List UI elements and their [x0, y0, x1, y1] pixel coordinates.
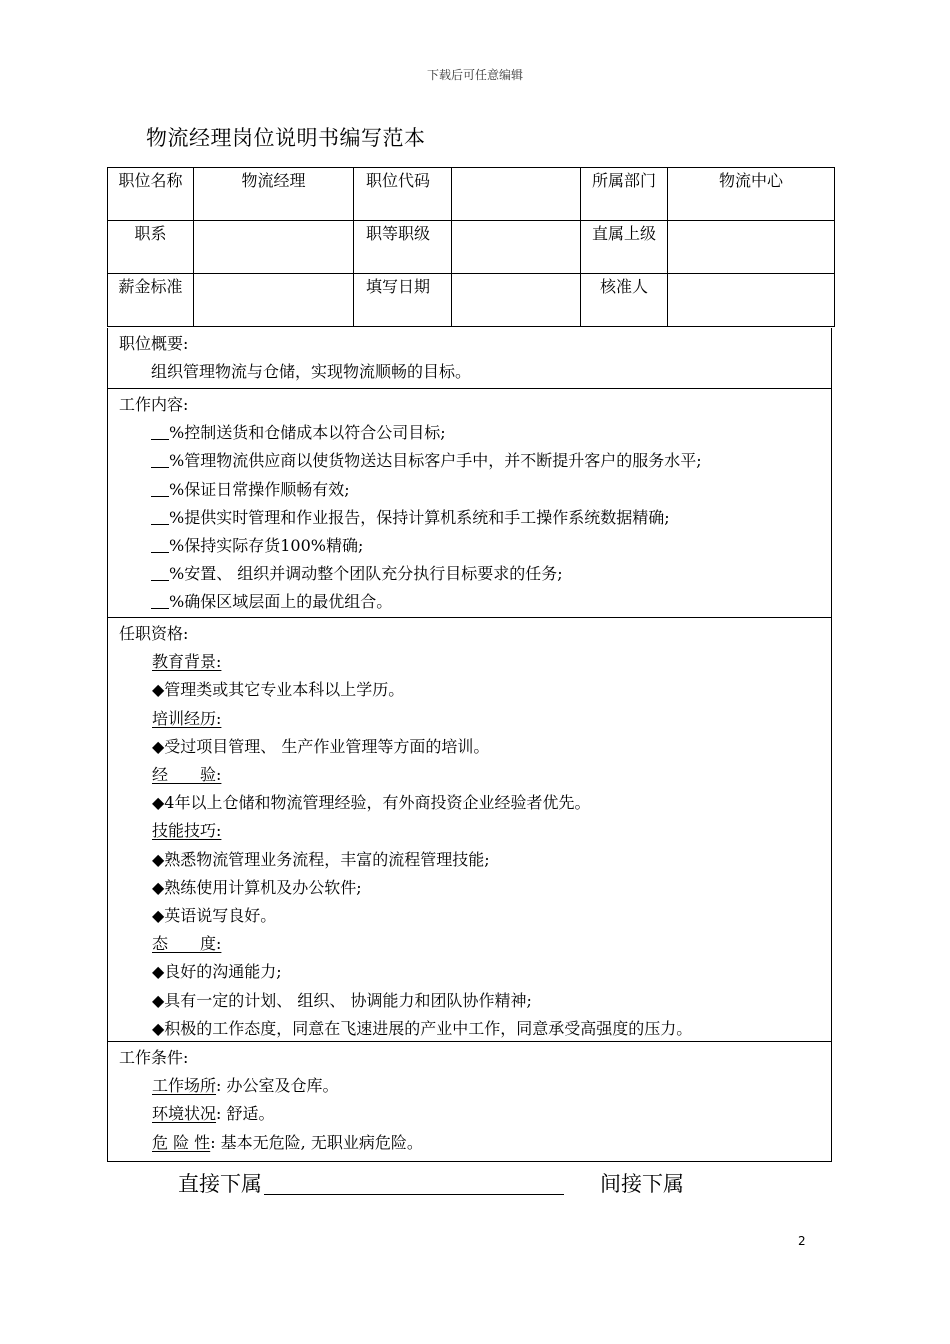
- environment-label: 环境状况: [152, 1104, 217, 1124]
- value-position-name: 物流经理: [194, 168, 354, 221]
- attitude-label: 态 度:: [152, 934, 222, 954]
- list-item: ◆受过项目管理、 生产作业管理等方面的培训。: [152, 736, 490, 756]
- direct-subordinates-blank: [264, 1172, 564, 1195]
- environment-value: : 舒适。: [216, 1104, 275, 1124]
- list-item: %保证日常操作顺畅有效;: [108, 476, 831, 504]
- list-item: %确保区域层面上的最优组合。: [108, 588, 831, 616]
- document-title: 物流经理岗位说明书编写范本: [146, 126, 426, 150]
- list-item: ◆熟悉物流管理业务流程，丰富的流程管理技能;: [152, 849, 490, 869]
- skills-label: 技能技巧:: [152, 821, 222, 841]
- list-item: ◆熟练使用计算机及办公软件;: [152, 877, 362, 897]
- education-label: 教育背景:: [152, 652, 222, 672]
- list-item: %管理物流供应商以使货物送达目标客户手中，并不断提升客户的服务水平;: [108, 447, 831, 475]
- value-job-family: [194, 221, 354, 274]
- hazard-value: : 基本无危险, 无职业病危险。: [210, 1132, 423, 1152]
- workplace-value: : 办公室及仓库。: [216, 1076, 339, 1096]
- summary-heading: 职位概要:: [119, 334, 189, 353]
- experience-label: 经 验:: [152, 765, 222, 785]
- workplace-label: 工作场所: [152, 1076, 217, 1096]
- label-position-code: 职位代码: [354, 168, 452, 221]
- table-row: [108, 168, 835, 221]
- qualifications-section: [107, 618, 832, 1042]
- label-approver: 核准人: [581, 274, 668, 327]
- value-salary-standard: [194, 274, 354, 327]
- label-job-grade: 职等职级: [354, 221, 452, 274]
- table-row: [108, 221, 835, 274]
- qualifications-heading: 任职资格:: [119, 624, 189, 643]
- conditions-heading: 工作条件:: [119, 1048, 189, 1067]
- indirect-subordinates-label: 间接下属: [600, 1172, 684, 1196]
- direct-subordinates-label: 直接下属: [178, 1172, 262, 1196]
- duties-section: [107, 389, 832, 618]
- value-job-grade: [452, 221, 581, 274]
- header-note: 下载后可任意编辑: [426, 68, 523, 82]
- value-fill-date: [452, 274, 581, 327]
- value-department: 物流中心: [668, 168, 835, 221]
- subordinates-line: [178, 1168, 684, 1198]
- list-item: %安置、 组织并调动整个团队充分执行目标要求的任务;: [108, 560, 831, 588]
- position-info-table: [107, 167, 835, 327]
- label-position-name: 职位名称: [108, 168, 194, 221]
- list-item: %提供实时管理和作业报告，保持计算机系统和手工操作系统数据精确;: [108, 504, 831, 532]
- value-approver: [668, 274, 835, 327]
- list-item: ◆英语说写良好。: [152, 906, 277, 926]
- table-row: [108, 274, 835, 327]
- summary-text: 组织管理物流与仓储，实现物流顺畅的目标。: [151, 362, 472, 382]
- list-item: ◆良好的沟通能力;: [152, 962, 282, 982]
- value-direct-supervisor: [668, 221, 835, 274]
- label-direct-supervisor: 直属上级: [581, 221, 668, 274]
- list-item: %保持实际存货100%精确;: [108, 532, 831, 560]
- training-label: 培训经历:: [152, 708, 222, 728]
- list-item: ◆管理类或其它专业本科以上学历。: [152, 680, 405, 700]
- list-item: ◆积极的工作态度，同意在飞速进展的产业中工作，同意承受高强度的压力。: [152, 1018, 693, 1038]
- list-item: ◆具有一定的计划、 组织、 协调能力和团队协作精神;: [152, 990, 532, 1010]
- label-job-family: 职系: [108, 221, 194, 274]
- label-department: 所属部门: [581, 168, 668, 221]
- label-salary-standard: 薪金标准: [108, 274, 194, 327]
- conditions-section: [107, 1042, 832, 1162]
- summary-section: [107, 328, 832, 389]
- duties-heading: 工作内容:: [119, 395, 189, 414]
- hazard-label: 危 险 性: [152, 1132, 211, 1152]
- list-item: %控制送货和仓储成本以符合公司目标;: [108, 419, 831, 447]
- page-number: 2: [798, 1234, 806, 1248]
- label-fill-date: 填写日期: [354, 274, 452, 327]
- list-item: ◆4年以上仓储和物流管理经验，有外商投资企业经验者优先。: [152, 793, 591, 813]
- value-position-code: [452, 168, 581, 221]
